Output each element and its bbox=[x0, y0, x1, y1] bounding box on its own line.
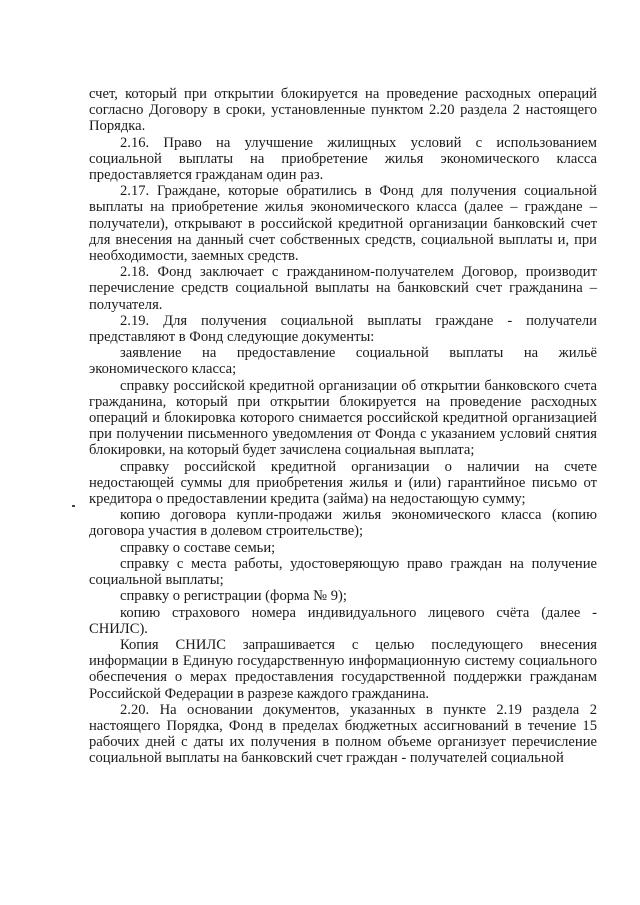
list-item-bank-account-certificate: справку российской кредитной организации об открытии банковского счета гражданина, который при открытии блокируется на проведение расходных операций и блокировка которого снимается российской кредитной организацией при получении письменного уведомления от Фонда с указанием условий снятия блокировки, на который будет зачислена социальная выплата; bbox=[89, 377, 597, 459]
paragraph-snils-note: Копия СНИЛС запрашивается с целью последующего внесения информации в Единую государственную информационную систему социального обеспечения о мерах предоставления государственной поддержки гражданам Российской Федерации в разрезе каждого гражданина. bbox=[89, 636, 597, 702]
list-item-application: заявление на предоставление социальной выплаты на жильё экономического класса; bbox=[89, 345, 597, 378]
paragraph-continuation: счет, который при открытии блокируется на проведение расходных операций согласно Договору в сроки, установленные пунктом 2.20 раздела 2 настоящего Порядка. bbox=[89, 86, 597, 135]
list-item-snils-copy: копию страхового номера индивидуального лицевого счёта (далее - СНИЛС). bbox=[89, 604, 597, 637]
paragraph-2-20: 2.20. На основании документов, указанных в пункте 2.19 раздела 2 настоящего Порядка, Фонд в пределах бюджетных ассигнований в течение 15 рабочих дней с даты их получения в полном объеме организует перечисление социальной выплаты на банковский счет граждан - получателей социальной bbox=[89, 701, 597, 767]
list-item-registration-certificate: справку о регистрации (форма № 9); bbox=[120, 588, 347, 605]
paragraph-2-16: 2.16. Право на улучшение жилищных условий с использованием социальной выплаты на приобретение жилья экономического класса предоставляется гражданам один раз. bbox=[89, 134, 597, 184]
list-item-balance-certificate: справку российской кредитной организации о наличии на счете недостающей суммы для приобретения жилья и (или) гарантийное письмо от кредитора о предоставлении кредита (займа) на недостающую сумму; bbox=[89, 458, 597, 508]
list-item-employment-certificate: справку с места работы, удостоверяющую право граждан на получение социальной выплаты; bbox=[89, 555, 597, 589]
paragraph-2-18: 2.18. Фонд заключает с гражданином-получателем Договор, производит перечисление средств социальной выплаты на банковский счет гражданина – получателя. bbox=[89, 264, 597, 313]
scan-mark bbox=[72, 505, 75, 507]
document-body bbox=[89, 86, 597, 767]
paragraph-2-19: 2.19. Для получения социальной выплаты граждане - получатели представляют в Фонд следующие документы: bbox=[89, 312, 597, 346]
list-item-family-certificate: справку о составе семьи; bbox=[120, 539, 276, 556]
list-item-contract-copy: копию договора купли-продажи жилья экономического класса (копию договора участия в долевом строительстве); bbox=[89, 507, 597, 540]
paragraph-2-17: 2.17. Граждане, которые обратились в Фонд для получения социальной выплаты на приобретение жилья экономического класса (далее – граждане – получатели), открывают в российской кредитной организации банковский счет для внесения на данный счет собственных средств, социальной выплаты и, при необходимости, заемных средств. bbox=[89, 183, 597, 265]
